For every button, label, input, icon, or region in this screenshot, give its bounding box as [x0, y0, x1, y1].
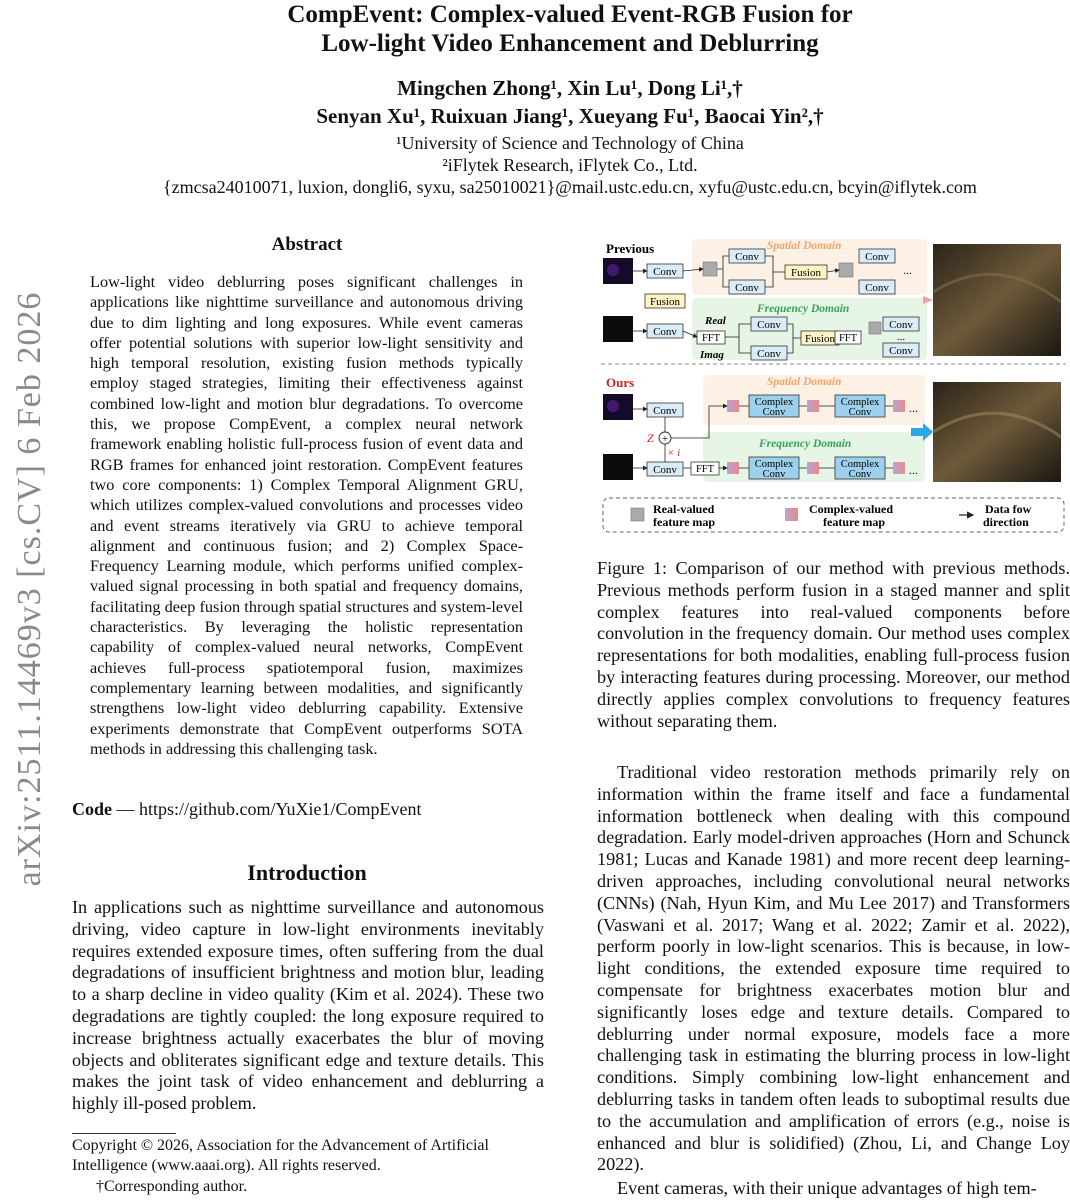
ellipsis: ... — [909, 401, 918, 415]
footnote-rule — [72, 1133, 176, 1134]
real-feature-cube — [869, 322, 881, 334]
legend-complex-label-2: feature map — [823, 515, 886, 529]
conv-label: Conv — [735, 251, 759, 263]
conv-label: Conv — [757, 348, 781, 360]
event-noise-icon — [607, 264, 619, 276]
title-line-1: CompEvent: Complex-valued Event-RGB Fusion for — [287, 1, 853, 28]
figure-1 — [597, 232, 1070, 542]
conv-label: Conv — [653, 326, 677, 338]
rgb-thumb-prev — [603, 316, 633, 342]
arxiv-stamp: arXiv:2511.14469v3 [cs.CV] 6 Feb 2026 — [11, 291, 48, 887]
conv-label: Conv — [762, 407, 786, 418]
complex-label: Complex — [840, 397, 880, 408]
ellipsis: ... — [909, 463, 918, 477]
complex-feature-cube — [727, 400, 739, 412]
spatial-domain-label-prev: Spatial Domain — [767, 240, 842, 252]
complex-feature-cube — [893, 462, 905, 474]
affiliation-2: ²iFlytek Research, iFlytek Co., Ltd. — [442, 155, 698, 175]
paper-title — [120, 0, 1020, 58]
fusion-label: Fusion — [650, 296, 680, 308]
rgb-thumb-ours — [603, 454, 633, 480]
introduction-heading: Introduction — [247, 860, 367, 885]
introduction-text: In applications such as nighttime surveillance and autonomous driving, video capture in low-light environments inevitably requires extended exposure times, often suffering from the dual degradations of insufficient brightness and motion blur, leading to a sharp decline in video quality (Kim et al. 2024). These two degradations are tightly coupled: the long exposure required to increase brightness actually exacerbates the blur of moving objects and obliterates significant edge and texture details. This makes the joint task of video enhancement and deblurring a highly ill-posed problem. — [72, 897, 544, 1114]
code-link[interactable]: — https://github.com/YuXie1/CompEvent — [112, 799, 422, 819]
z-label: Z — [647, 431, 654, 445]
title-line-2: Low-light Video Enhancement and Deblurring — [321, 30, 819, 57]
authors-line-1: Mingchen Zhong¹, Xin Lu¹, Dong Li¹,† — [397, 76, 743, 100]
plus-sign: + — [661, 433, 669, 445]
frequency-domain-label-prev: Frequency Domain — [757, 303, 850, 315]
output-arrow-icon — [923, 296, 933, 304]
complex-feature-cube — [807, 462, 819, 474]
ellipsis: ... — [903, 263, 912, 277]
complex-feature-cube — [893, 400, 905, 412]
author-list — [120, 74, 1020, 130]
complex-label: Complex — [754, 459, 794, 470]
complex-feature-cube — [727, 462, 739, 474]
event-noise-icon — [607, 400, 619, 412]
body-paragraph-1: Traditional video restoration methods primarily rely on information within the frame itself and face a fundamental information bottleneck when dealing with this compound degradation. Early model-driven approaches (Horn and Schunck 1981; Lucas and Kanade 1981) and more recent deep learning-driven approaches, including convolutional neural networks (CNNs) (Nah, Hyun Kim, and Mu Lee 2017) and Transformers (Vaswani et al. 2017; Wang et al. 2022; Zamir et al. 2022), perform poorly in low-light scenarios. This is because, in low-light conditions, the extended exposure time required to compensate for brightness exacerbates motion blur and significantly loses edge and texture details. Compared to deblurring under normal exposure, models face a more challenging task in estimating the blurring process in low-light conditions. Simply combining low-light enhancement and deblurring tasks in tandem often leads to suboptimal results due to the accumulation and amplification of errors (e.g., noise is enhanced and blur is solidified) (Zhou, Li, and Change Loy 2022). — [597, 762, 1070, 1175]
real-label: Real — [705, 315, 726, 327]
result-image-ours — [933, 382, 1061, 482]
conv-label: Conv — [757, 319, 781, 331]
legend-flow-label-2: direction — [983, 515, 1029, 529]
conv-label: Conv — [848, 469, 872, 480]
legend-real-label-2: feature map — [653, 515, 716, 529]
conv-label: Conv — [762, 469, 786, 480]
fusion-label: Fusion — [791, 267, 821, 279]
spatial-domain-label-ours: Spatial Domain — [767, 376, 842, 388]
conv-label: Conv — [653, 405, 677, 417]
legend-flow-label: Data fow — [985, 502, 1032, 516]
legend-real-cube-icon — [631, 508, 644, 521]
previous-label: Previous — [606, 241, 655, 256]
complex-label: Complex — [754, 397, 794, 408]
conv-label: Conv — [865, 282, 889, 294]
conv-label: Conv — [889, 319, 913, 331]
real-feature-cube — [839, 263, 853, 277]
abstract-text: Low-light video deblurring poses significant challenges in applications like nighttime surveillance and autonomous driving due to dim lighting and long exposures. While event cameras offer potential solutions with superior low-light sensitivity and high temporal resolution, existing fusion methods typically employ staged strategies, limiting their effectiveness against combined low-light and motion blur degradations. To overcome this, we propose CompEvent, a complex neural network framework enabling holistic full-process fusion of event data and RGB frames for enhanced joint restoration. CompEvent features two core components: 1) Complex Temporal Alignment GRU, which utilizes complex-valued convolutions and processes video and event streams iteratively via GRU to achieve temporal alignment and continuous fusion; and 2) Complex Space-Frequency Learning module, which performs unified complex-valued signal processing in both spatial and frequency domains, facilitating deep fusion through spatial structures and system-level characteristics. By leveraging the holistic representation capability of complex-valued neural networks, CompEvent achieves full-process spatiotemporal fusion, maximizes complementary learning between modalities, and significantly strengthens low-light video deblurring capability. Extensive experiments demonstrate that CompEvent outperforms SOTA methods in addressing this challenging task. — [90, 272, 523, 758]
authors-line-2: Senyan Xu¹, Ruixuan Jiang¹, Xueyang Fu¹, Baocai Yin²,† — [316, 104, 824, 128]
fusion-label: Fusion — [805, 333, 835, 345]
imag-label: Imag — [700, 349, 724, 361]
body-paragraph-2: Event cameras, with their unique advantages of high tem- — [617, 1178, 1037, 1198]
conv-label: Conv — [865, 251, 889, 263]
abstract-heading: Abstract — [271, 234, 343, 255]
affiliation-1: ¹University of Science and Technology of China — [396, 133, 744, 153]
ellipsis: ... — [896, 331, 906, 343]
conv-label: Conv — [735, 282, 759, 294]
legend-complex-cube-icon — [785, 508, 798, 521]
corresponding-footnote: †Corresponding author. — [96, 1178, 248, 1195]
result-image-prev — [933, 244, 1061, 356]
complex-feature-cube — [807, 400, 819, 412]
legend-complex-label: Complex-valued — [809, 502, 893, 516]
times-i-label: × i — [667, 447, 681, 459]
conv-label: Conv — [653, 266, 677, 278]
conv-label: Conv — [848, 407, 872, 418]
ours-label: Ours — [606, 375, 635, 390]
figure-1-diagram — [597, 232, 1070, 542]
copyright-footnote: Copyright © 2026, Association for the Advancement of Artificial Intelligence (www.aaai.org). All rights reserved. — [72, 1137, 489, 1174]
fft-label: FFT — [701, 333, 721, 344]
real-feature-cube — [703, 262, 717, 276]
fft-label: FFT — [695, 464, 715, 475]
code-label: Code — [72, 799, 112, 819]
conv-label: Conv — [889, 345, 913, 357]
legend-real-label: Real-valued — [653, 502, 715, 516]
figure-caption: Figure 1: Comparison of our method with previous methods. Previous methods perform fusion in a staged manner and split complex features into real-valued components before convolution in the frequency domain. Our method uses complex representations for both modalities, enabling full-process fusion by interacting features during processing. Moreover, our method directly applies complex convolutions to frequency features without separating them. — [597, 558, 1070, 731]
frequency-domain-label-ours: Frequency Domain — [759, 438, 852, 450]
author-emails: {zmcsa24010071, luxion, dongli6, syxu, sa25010021}@mail.ustc.edu.cn, xyfu@ustc.edu.cn, bcyin@iflytek.com — [163, 177, 977, 197]
affiliations — [110, 132, 1030, 198]
conv-label: Conv — [653, 464, 677, 476]
code-line — [72, 799, 422, 820]
fft-label: FFT — [838, 333, 858, 344]
complex-label: Complex — [840, 459, 880, 470]
